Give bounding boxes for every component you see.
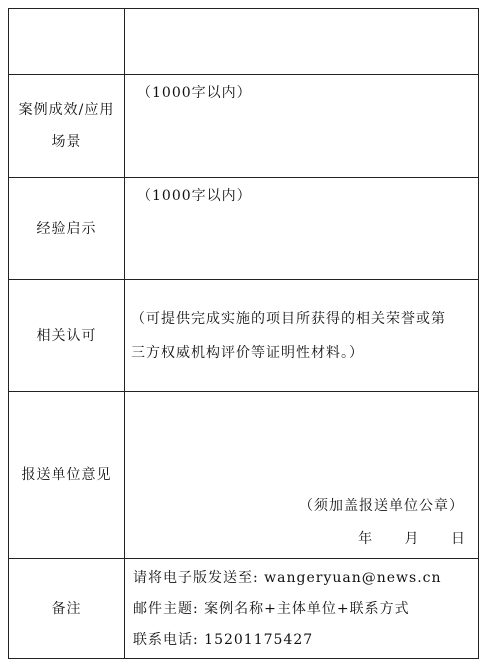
form-row-top	[9, 9, 479, 75]
date-month: 月	[404, 531, 420, 547]
lessons-label: 经验启示	[36, 220, 97, 237]
opinion-label-cell	[9, 392, 125, 559]
notes-subject-line: 邮件主题: 案例名称+主体单位+联系方式	[133, 601, 410, 617]
recognition-hint-line1: （可提供完成实施的项目所获得的相关荣誉或第	[131, 311, 446, 327]
recognition-hint-line2: 三方权威机构评价等证明性材料。）	[131, 345, 364, 361]
recognition-hint	[131, 302, 472, 370]
lessons-hint: （1000字以内）	[137, 188, 252, 204]
notes-content-cell	[125, 559, 479, 659]
effect-label-line2: 场景	[51, 134, 82, 150]
date-line	[332, 529, 466, 549]
effect-label-line1: 案例成效/应用	[18, 102, 115, 118]
effect-content-cell[interactable]	[125, 75, 479, 178]
date-year: 年	[358, 531, 374, 547]
effect-label-cell	[9, 75, 125, 178]
notes-label: 备注	[51, 600, 82, 617]
form-row-recognition	[9, 280, 479, 392]
top-label-cell	[9, 9, 125, 75]
recognition-label: 相关认可	[36, 327, 97, 344]
date-day: 日	[451, 531, 466, 547]
lessons-content-cell[interactable]	[125, 178, 479, 280]
form-row-opinion	[9, 392, 479, 559]
notes-phone-line: 联系电话: 15201175427	[133, 632, 314, 648]
form-row-effect	[9, 75, 479, 178]
opinion-label: 报送单位意见	[21, 467, 112, 483]
recognition-content-cell[interactable]	[125, 280, 479, 392]
notes-email-line: 请将电子版发送至: wangeryuan@news.cn	[133, 570, 442, 586]
seal-note: （须加盖报送单位公章）	[299, 498, 464, 514]
lessons-label-cell	[9, 178, 125, 280]
form-row-notes	[9, 559, 479, 659]
form-row-lessons	[9, 178, 479, 280]
opinion-content-cell[interactable]	[125, 392, 479, 559]
effect-hint: （1000字以内）	[137, 85, 252, 101]
notes-lines	[133, 563, 442, 656]
top-content-cell[interactable]	[125, 9, 479, 75]
recognition-label-cell	[9, 280, 125, 392]
notes-label-cell	[9, 559, 125, 659]
application-form-table	[8, 8, 479, 659]
